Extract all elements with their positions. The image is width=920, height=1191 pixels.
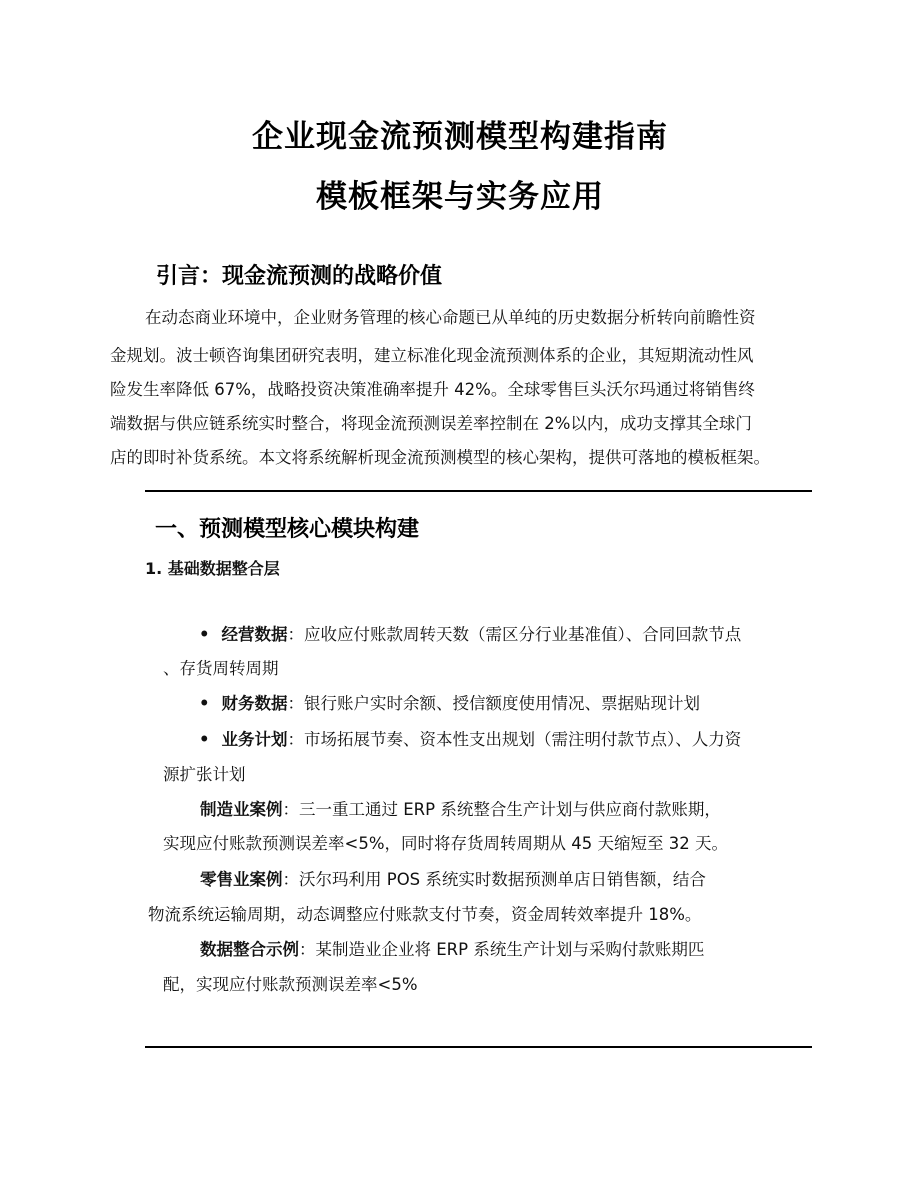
bullet-text: ：市场拓展节奏、资本性支出规划（需注明付款节点）、人力资 — [287, 730, 742, 749]
bullet-text: ：银行账户实时余额、授信额度使用情况、票据贴现计划 — [287, 694, 701, 713]
case-text: ：沃尔玛利用 POS 系统实时数据预测单店日销售额，结合 — [282, 870, 706, 889]
intro-paragraph-line: 店的即时补货系统。本文将系统解析现金流预测模型的核心架构，提供可落地的模板框架。 — [110, 448, 770, 467]
case-continuation: 配，实现应付账款预测误差率<5% — [163, 975, 418, 994]
case-text: ：三一重工通过 ERP 系统整合生产计划与供应商付款账期， — [282, 800, 721, 819]
section-divider — [145, 1046, 812, 1048]
intro-paragraph-line: 金规划。波士顿咨询集团研究表明，建立标准化现金流预测体系的企业，其短期流动性风 — [110, 346, 754, 365]
bullet-continuation: 、存货周转周期 — [163, 659, 279, 678]
bullet-label: 业务计划 — [221, 730, 288, 749]
case-paragraph — [200, 796, 721, 820]
bullet-icon: • — [199, 730, 210, 749]
section-divider — [145, 490, 812, 492]
bullet-continuation: 源扩张计划 — [163, 765, 246, 784]
bullet-item — [199, 726, 741, 750]
case-label: 零售业案例 — [200, 870, 283, 889]
bullet-icon: • — [199, 694, 210, 713]
bullet-item — [199, 621, 741, 645]
case-label: 制造业案例 — [200, 800, 283, 819]
intro-heading: 引言：现金流预测的战略价值 — [156, 264, 443, 289]
case-paragraph — [200, 936, 704, 960]
bullet-label: 财务数据 — [221, 694, 288, 713]
document-subtitle: 模板框架与实务应用 — [316, 179, 604, 215]
intro-paragraph-line: 险发生率降低 67%，战略投资决策准确率提升 42%。全球零售巨头沃尔玛通过将销售终 — [110, 380, 755, 399]
case-continuation: 物流系统运输周期，动态调整应付账款支付节奏，资金周转效率提升 18%。 — [148, 905, 702, 924]
intro-paragraph-line: 在动态商业环境中，企业财务管理的核心命题已从单纯的历史数据分析转向前瞻性资 — [145, 308, 756, 327]
intro-paragraph-line: 端数据与供应链系统实时整合，将现金流预测误差率控制在 2%以内，成功支撑其全球门 — [110, 414, 752, 433]
subsection-heading: 1. 基础数据整合层 — [145, 559, 280, 578]
document-title: 企业现金流预测模型构建指南 — [252, 119, 668, 155]
bullet-item — [199, 690, 700, 714]
bullet-icon: • — [199, 625, 210, 644]
case-label: 数据整合示例 — [200, 940, 299, 959]
section-heading: 一、预测模型核心模块构建 — [155, 517, 420, 542]
bullet-text: ：应收应付账款周转天数（需区分行业基准值）、合同回款节点 — [287, 625, 742, 644]
case-text: ：某制造业企业将 ERP 系统生产计划与采购付款账期匹 — [299, 940, 705, 959]
case-paragraph — [200, 866, 706, 890]
case-continuation: 实现应付账款预测误差率<5%，同时将存货周转周期从 45 天缩短至 32 天。 — [163, 834, 728, 853]
bullet-label: 经营数据 — [221, 625, 288, 644]
